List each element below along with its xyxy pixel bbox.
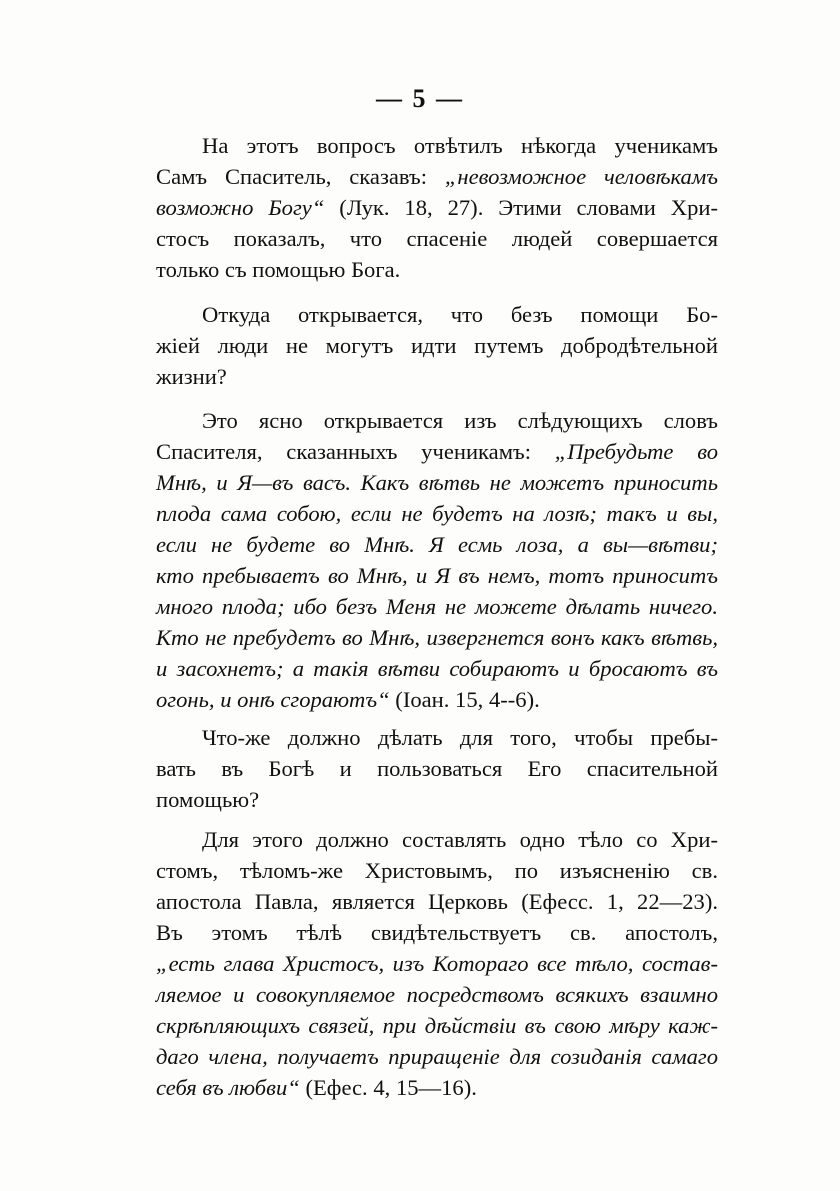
paragraph-2 (156, 299, 718, 392)
quote-text: „есть глава Христосъ, изъ Котораго все тѣло, состав- (156, 951, 718, 976)
text-line (156, 254, 718, 285)
text-line (156, 948, 718, 979)
paragraph-1 (156, 130, 718, 285)
quote-text: Кто не пребудетъ во Мнѣ, извергнется вонъ какъ вѣтвь, (156, 625, 718, 650)
quote-text: Мнѣ, и Я—въ васъ. Какъ вѣтвь не можетъ приносить (156, 470, 718, 495)
quote-text: „невозможное человѣкамъ (444, 164, 718, 189)
body-text: помощью? (156, 787, 260, 812)
body-text: На этотъ вопросъ отвѣтилъ нѣкогда ученикамъ (202, 133, 718, 158)
text-line (156, 560, 718, 591)
body-text: Это ясно открывается изъ слѣдующихъ словъ (202, 408, 718, 433)
quote-text: плода сама собою, если не будетъ на лозѣ; такъ и вы, (156, 501, 718, 526)
quote-text: если не будете во Мнѣ. Я есмь лоза, а вы—вѣтви; (156, 532, 718, 557)
text-line (156, 1041, 718, 1072)
text-line (156, 467, 718, 498)
quote-text: себя въ любви“ (156, 1075, 300, 1100)
body-text: Для этого должно составлять одно тѣло со Хри- (202, 827, 718, 852)
body-text: Что-же должно дѣлать для того, чтобы пребы- (202, 725, 718, 750)
quote-text: возможно Богу“ (156, 195, 325, 220)
text-line (156, 979, 718, 1010)
text-line (156, 824, 718, 855)
text-line (156, 855, 718, 886)
text-line (156, 436, 718, 467)
text-line (156, 917, 718, 948)
text-line (156, 622, 718, 653)
text-line (156, 1072, 718, 1103)
body-text: Спасителя, сказанныхъ ученикамъ: (156, 439, 555, 464)
body-text: апостола Павла, является Церковь (Ефесс. 1, 22—23). (156, 889, 718, 914)
paragraph-5 (156, 824, 718, 1103)
quote-text: кто пребываетъ во Мнѣ, и Я въ немъ, тотъ приноситъ (156, 563, 718, 588)
text-line (156, 753, 718, 784)
text-line (156, 529, 718, 560)
quote-text: „Пребудьте во (554, 439, 718, 464)
body-text: жизни? (156, 364, 227, 389)
text-line (156, 361, 718, 392)
text-line (156, 223, 718, 254)
quote-text: скрѣпляющихъ связей, при дѣйствіи въ свою мѣру каж- (156, 1013, 718, 1038)
paragraph-4 (156, 722, 718, 815)
text-line (156, 330, 718, 361)
text-line (156, 130, 718, 161)
body-text: Самъ Спаситель, сказавъ: (156, 164, 445, 189)
body-text: только съ помощью Бога. (156, 257, 401, 282)
text-line (156, 722, 718, 753)
body-text: стомъ, тѣломъ-же Христовымъ, по изъясненію св. (156, 858, 718, 883)
text-line (156, 405, 718, 436)
quote-text: даго члена, получаетъ приращеніе для созиданія самаго (156, 1044, 718, 1069)
text-line (156, 498, 718, 529)
quote-text: и засохнетъ; а такія вѣтви собираютъ и бросаютъ въ (156, 656, 718, 681)
quote-text: много плода; ибо безъ Меня не можете дѣлать ничего. (156, 594, 718, 619)
quote-text: ляемое и совокупляемое посредствомъ всякихъ взаимно (156, 982, 718, 1007)
body-text: (Іоан. 15, 4--6). (389, 687, 540, 712)
text-line (156, 784, 718, 815)
paragraph-3 (156, 405, 718, 715)
body-text: стосъ показалъ, что спасеніе людей совершается (156, 226, 718, 251)
body-text: жіей люди не могутъ идти путемъ добродѣтельной (156, 333, 718, 358)
text-line (156, 684, 718, 715)
text-line (156, 299, 718, 330)
text-line (156, 653, 718, 684)
page-number: — 5 — (376, 84, 464, 113)
text-line (156, 886, 718, 917)
body-text: вать въ Богѣ и пользоваться Его спасительной (156, 756, 718, 781)
body-text: (Лук. 18, 27). Этими словами Хри- (324, 195, 718, 220)
text-line (156, 161, 718, 192)
quote-text: огонь, и онѣ сгораютъ“ (156, 687, 390, 712)
text-line (156, 1010, 718, 1041)
text-line (156, 192, 718, 223)
text-line (156, 591, 718, 622)
body-text: Откуда открывается, что безъ помощи Бо- (202, 302, 718, 327)
body-text: Въ этомъ тѣлѣ свидѣтельствуетъ св. апостолъ, (156, 920, 718, 945)
body-text: (Ефес. 4, 15—16). (299, 1075, 477, 1100)
